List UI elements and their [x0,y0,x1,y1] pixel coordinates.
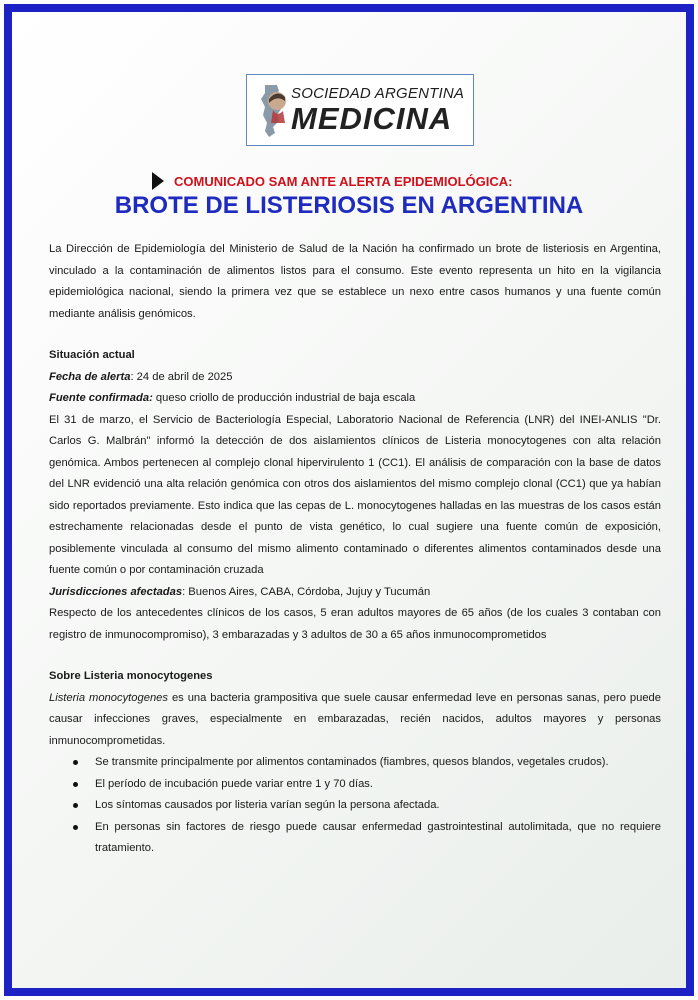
intro-paragraph: La Dirección de Epidemiología del Ministerio de Salud de la Nación ha confirmado un brote de listeriosis en Argentina, vinculado a la contaminación de alimentos listos para el consumo. Este evento representa un hito en la vigilancia epidemiológica nacional, siendo la primera vez que se establece un nexo entre casos humanos y una fuente común mediante análisis genómicos. [49,243,661,320]
source-label: Fuente confirmada: [49,392,153,404]
jurisdictions-label: Jurisdicciones afectadas [49,585,183,598]
spacer [49,646,661,666]
section-heading-listeria: Sobre Listeria monocytogenes [49,670,213,682]
section-heading-situacion: Situación actual [49,349,135,361]
listeria-description [49,688,661,753]
logo-text-line2: MEDICINA [291,101,453,136]
kicker-text: COMUNICADO SAM ANTE ALERTA EPIDEMIOLÓGICA: [174,173,513,189]
listeria-bullet-list [49,752,661,860]
alert-date-value: : 24 de abril de 2025 [130,370,233,383]
list-item: En personas sin factores de riesgo puede causar enfermedad gastrointestinal autolimitada, que no requiere tratamiento. [49,817,661,860]
list-item: Se transmite principalmente por alimentos contaminados (fiambres, quesos blandos, vegetales crudos). [49,752,661,774]
communique-kicker [152,170,512,192]
source-line [49,388,661,410]
situacion-body: El 31 de marzo, el Servicio de Bacteriología Especial, Laboratorio Nacional de Referencia (LNR) del INEI-ANLIS "Dr. Carlos G. Malbrán" informó la detección de dos aislamientos clínicos de Listeria monocytogenes con alta relación genómica. Ambos pertenecen al complejo clonal hipervirulento 1 (CC1). El análisis de comparación con la base de datos del LNR evidenció una alta relación genómica con otros dos aislamientos del mismo complejo clonal (CC1) que ya habían sido reportados previamente. Esto indica que las cepas de L. monocytogenes halladas en las muestras de los casos están estrechamente relacionadas desde el punto de vista genético, lo cual sugiere una fuente común de exposición, posiblemente vinculada al consumo del mismo alimento contaminado o diferentes alimentos contaminados desde una fuente común o por contaminación cruzada [49,413,661,576]
source-value: queso criollo de producción industrial de baja escala [152,392,416,404]
page-frame [4,4,694,996]
list-item: Los síntomas causados por listeria varían según la persona afectada. [49,795,661,817]
list-item: El período de incubación puede variar entre 1 y 70 días. [49,774,661,796]
argentina-map-with-head-icon [255,83,295,139]
jurisdictions-line [49,582,661,604]
page-title: BROTE DE LISTERIOSIS EN ARGENTINA [114,192,584,219]
spacer [49,325,661,345]
jurisdictions-value: : Buenos Aires, CABA, Córdoba, Jujuy y Tucumán [182,585,431,598]
alert-date-line [49,367,661,389]
logo-text-line1: SOCIEDAD ARGENTINA [291,85,465,102]
listeria-desc-text: es una bacteria grampositiva que suele causar enfermedad leve en personas sanas, pero puede causar infecciones graves, especialmente en embarazadas, recién nacidos, adultos mayores y personas inmunocomprometidas. [49,691,661,747]
alert-date-label: Fecha de alerta [49,370,131,383]
clinical-background: Respecto de los antecedentes clínicos de los casos, 5 eran adultos mayores de 65 años (de los cuales 3 contaban con registro de inmunocompromiso), 3 embarazadas y 3 adultos de 30 a 65 años inmunocomprometidos [49,607,661,641]
listeria-name: Listeria monocytogenes [49,691,168,704]
play-arrow-icon [152,172,164,190]
sam-logo [246,74,474,146]
document-body [49,239,661,860]
